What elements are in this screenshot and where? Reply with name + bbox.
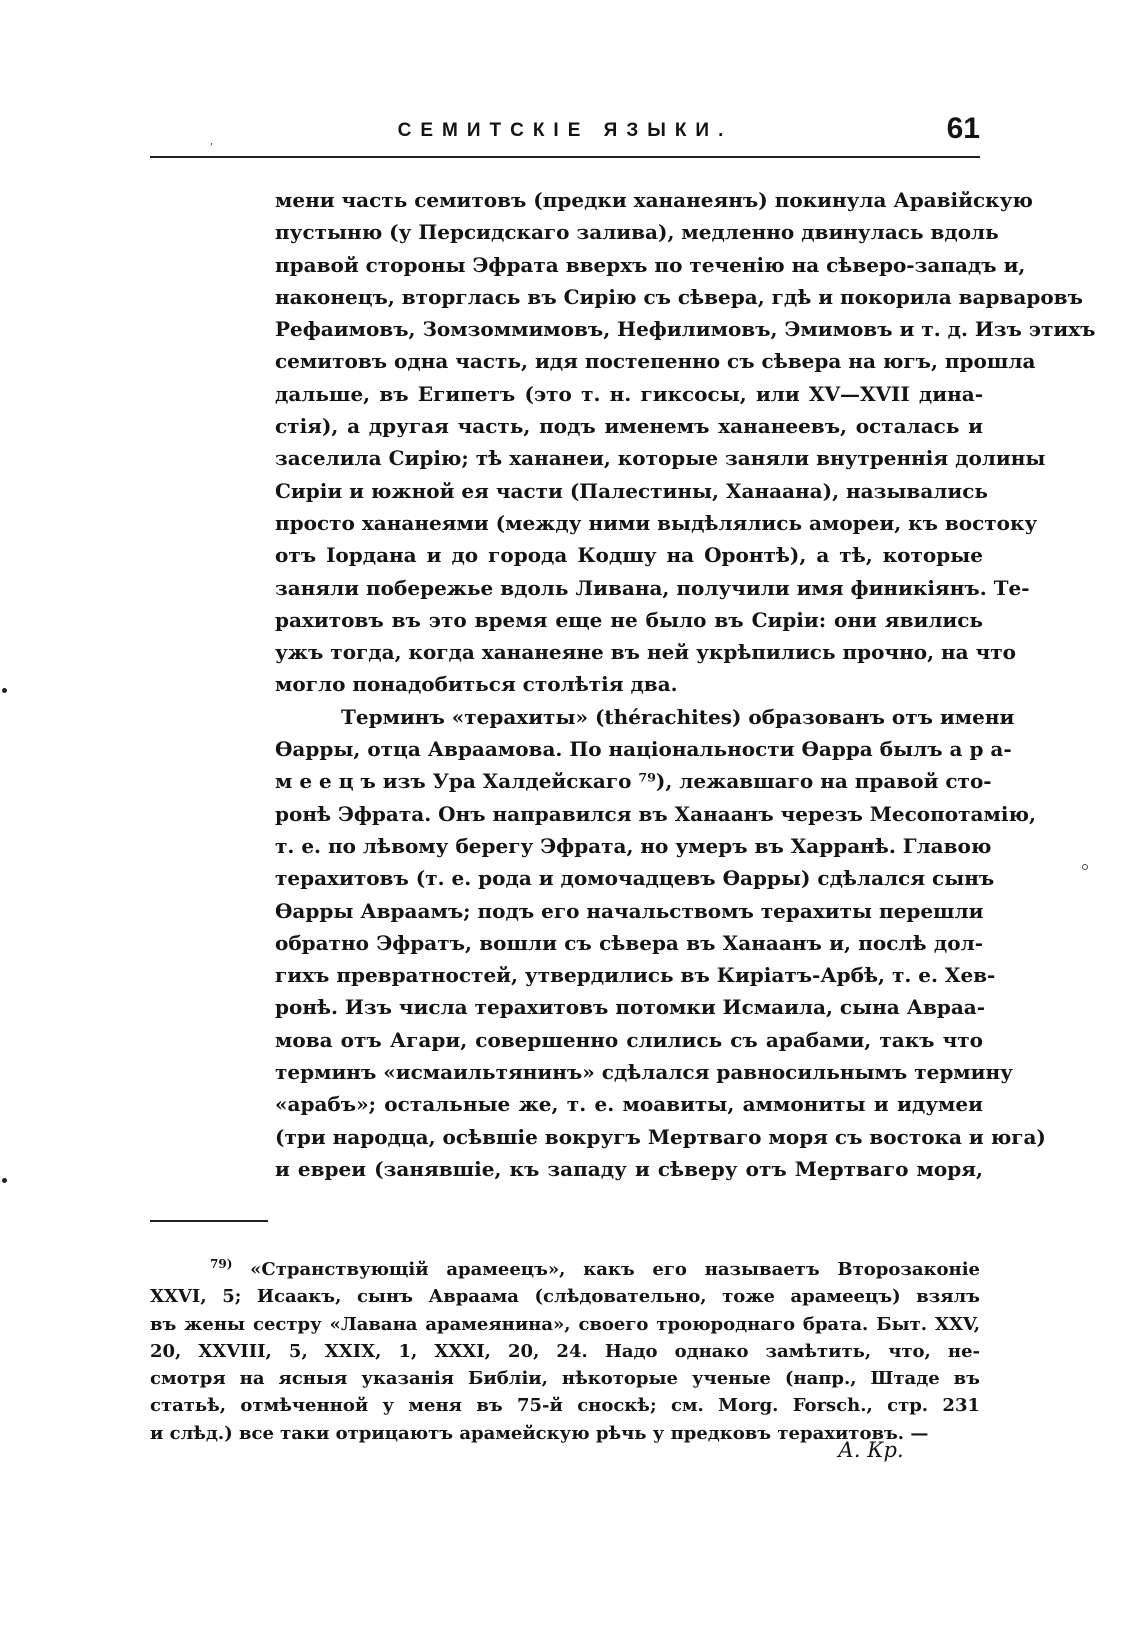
text-line: ронѣ. Изъ числа терахитовъ потомки Исмаила, сына Авраа-: [275, 995, 986, 1020]
text-line: заняли побережье вдоль Ливана, получили имя финикіянъ. Те-: [275, 575, 1030, 600]
text-line: наконецъ, вторглась въ Сирію съ сѣвера, гдѣ и покорила варваровъ: [275, 284, 1083, 309]
footnote-marker: 79): [210, 1257, 233, 1271]
footnote-line: смотря на ясныя указанія Библіи, нѣкоторые ученые (напр., Штаде въ: [150, 1368, 980, 1390]
footnote-line: статьѣ, отмѣченной у меня въ 75-й сноскѣ; см. Morg. Forsch., стр. 231: [150, 1395, 980, 1417]
footnote-line: XXVI, 5; Исаакъ, сынъ Авраама (слѣдовательно, тоже арамеецъ) взялъ: [150, 1286, 980, 1308]
text-line: стія), а другая часть, подъ именемъ хананеевъ, осталась и: [275, 414, 983, 439]
text-line: терахитовъ (т. е. рода и домочадцевъ Ѳарры) сдѣлался сынъ: [275, 866, 995, 891]
page-header: [150, 112, 980, 160]
text-line: Ѳарры, отца Авраамова. По національности Ѳарра былъ а р а-: [275, 737, 1012, 762]
text-line: ужъ тогда, когда хананеяне въ ней укрѣпились прочно, на что: [275, 640, 1016, 665]
text-line: Ѳарры Авраамъ; подъ его начальствомъ терахиты перешли: [275, 898, 984, 923]
text-line: семитовъ одна часть, идя постепенно съ сѣвера на югъ, прошла: [275, 349, 1036, 374]
text-line: мова отъ Агари, совершенно слились съ арабами, такъ что: [275, 1027, 983, 1052]
text-line: пустыню (у Персидскаго залива), медленно двинулась вдоль: [275, 220, 999, 245]
text-line: обратно Эфратъ, вошли съ сѣвера въ Ханаанъ и, послѣ дол-: [275, 930, 983, 955]
header-rule: [150, 156, 980, 158]
text-line: гихъ превратностей, утвердились въ Киріатъ-Арбѣ, т. е. Хев-: [275, 963, 996, 988]
footnote-line: и слѣд.) все таки отрицаютъ арамейскую рѣчь у предковъ терахитовъ. —: [150, 1422, 929, 1444]
scan-speck: [2, 688, 7, 693]
text-line: Сиріи и южной ея части (Палестины, Ханаана), назывались: [275, 478, 988, 503]
footnote: [150, 1256, 980, 1447]
text-line: м е е ц ъ изъ Ура Халдейскаго ⁷⁹), лежавшаго на правой сто-: [275, 769, 992, 794]
footnote-line-text: «Странствующій арамеецъ», какъ его называетъ Второзаконіе: [250, 1259, 980, 1280]
text-line: правой стороны Эфрата вверхъ по теченію на сѣверо-западъ и,: [275, 252, 1026, 277]
scan-speck: [2, 1178, 7, 1183]
footnote-signature: А. Кр.: [838, 1438, 904, 1462]
text-line: ронѣ Эфрата. Онъ направился въ Ханаанъ черезъ Месопотамію,: [275, 801, 1036, 826]
paragraph-end-line: могло понадобиться столѣтія два.: [275, 672, 678, 697]
text-line: заселила Сирію; тѣ хананеи, которые заняли внутреннія долины: [275, 446, 1046, 471]
footnote-line: въ жены сестру «Лавана арамеянина», своего троюроднаго брата. Быт. XXV,: [150, 1313, 980, 1335]
text-line: (три народца, осѣвшіе вокругъ Мертваго моря съ востока и юга): [275, 1124, 1046, 1149]
footnote-line: 20, XXVIII, 5, XXIX, 1, XXXI, 20, 24. Надо однако замѣтить, что, не-: [150, 1340, 980, 1362]
text-line: «арабъ»; остальные же, т. е. моавиты, аммониты и идумеи: [275, 1092, 983, 1117]
page-number: 61: [946, 112, 980, 145]
header-mark: ,: [210, 136, 214, 147]
text-line: просто хананеями (между ними выдѣлялись амореи, къ востоку: [275, 510, 1038, 535]
scan-speck: [1082, 864, 1088, 870]
footnote-first-line: [150, 1256, 980, 1283]
footnote-rule: [150, 1220, 268, 1222]
text-line: т. е. по лѣвому берегу Эфрата, но умеръ въ Харранѣ. Главою: [275, 833, 992, 858]
text-line: и евреи (занявшіе, къ западу и сѣверу отъ Мертваго моря,: [275, 1156, 983, 1181]
text-line: дальше, въ Египетъ (это т. н. гиксосы, или XV—XVII дина-: [275, 381, 983, 406]
text-line: мени часть семитовъ (предки хананеянъ) покинула Аравійскую: [275, 188, 1033, 212]
text-line: рахитовъ въ это время еще не было въ Сиріи: они явились: [275, 607, 983, 632]
paragraph-start-line: Терминъ «терахиты» (thérachites) образованъ отъ имени: [341, 704, 1015, 729]
main-text: [275, 184, 1096, 1185]
text-line: терминъ «исмаильтянинъ» сдѣлался равносильнымъ термину: [275, 1060, 1013, 1085]
text-line: Рефаимовъ, Зомзоммимовъ, Нефилимовъ, Эмимовъ и т. д. Изъ этихъ: [275, 317, 1096, 342]
running-title: СЕМИТСКІЕ ЯЗЫКИ.: [397, 120, 733, 141]
text-line: отъ Іордана и до города Кодшу на Оронтѣ), а тѣ, которые: [275, 543, 983, 568]
